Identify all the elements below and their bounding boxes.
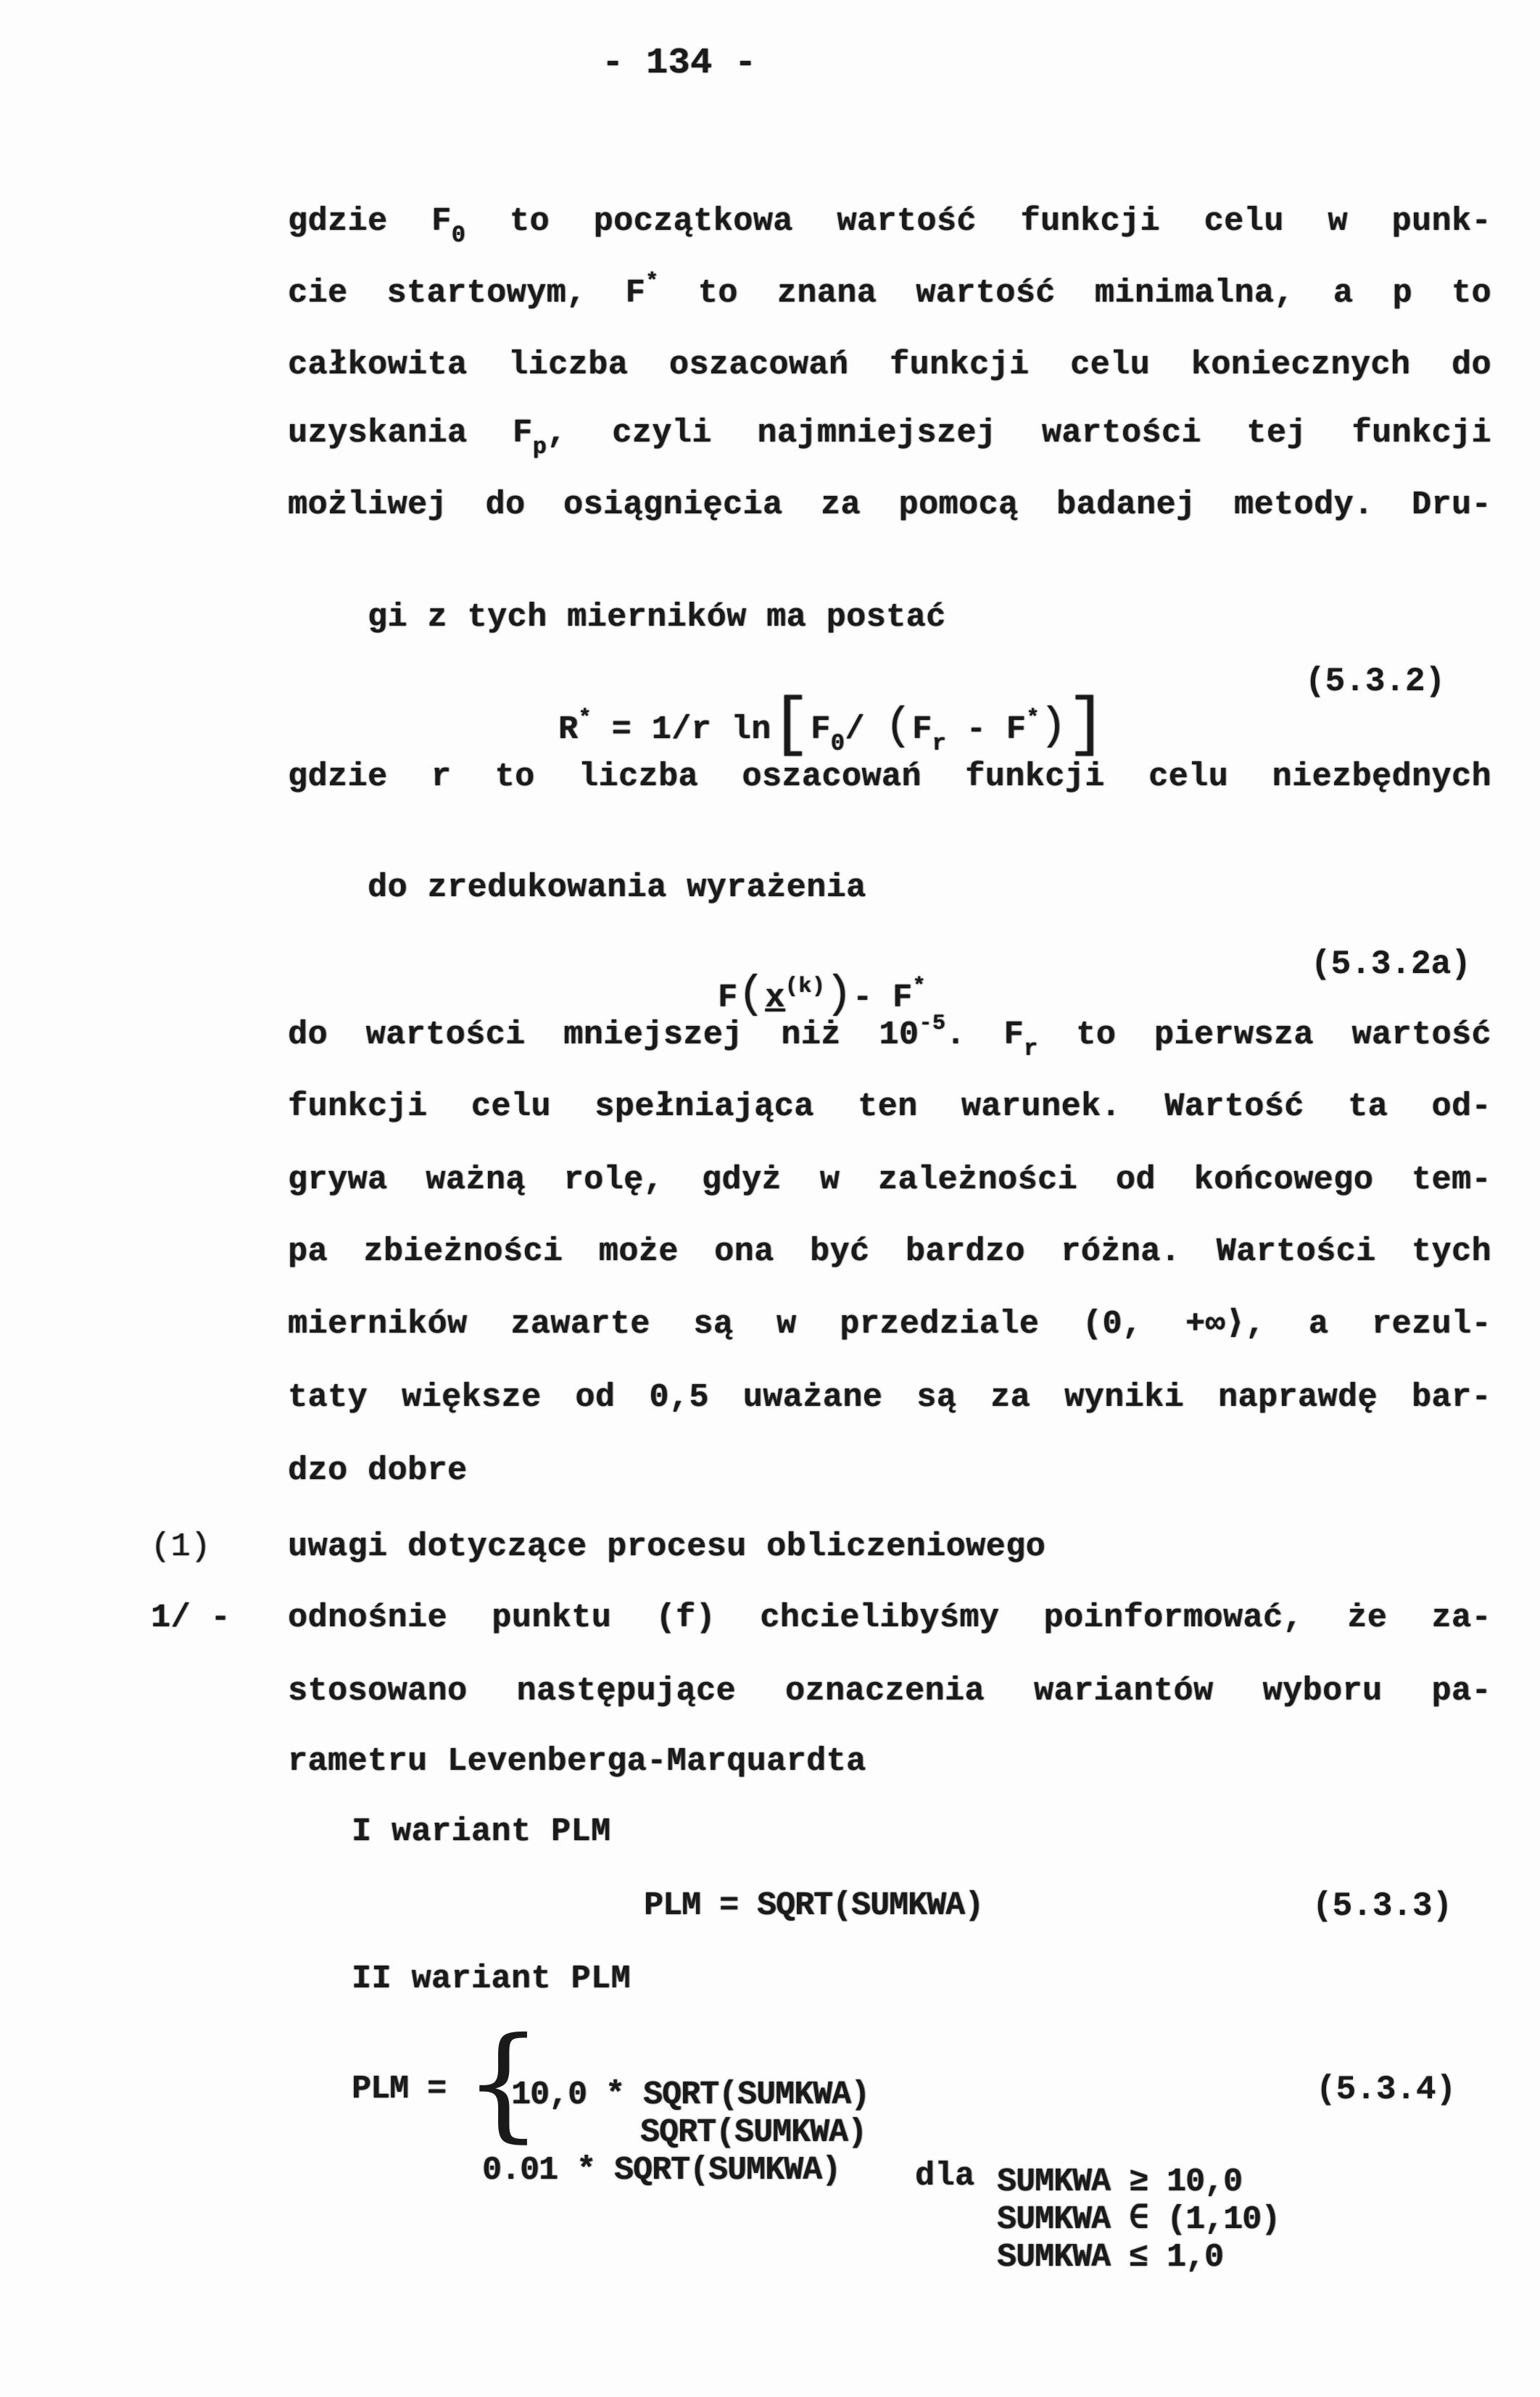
text-line: do wartości mniejszej niż $10^{-5}$. $F_r$ to pierwsza wartość xyxy=(288,1011,1492,1062)
text-line: możliwej do osiągnięcia za pomocą badanej metody. Dru- xyxy=(288,487,1491,523)
text-line: cie startowym, F* to znana wartość minimalna, a p to xyxy=(288,270,1492,312)
equation-body: $F(x^{(k)})-$ F* xyxy=(718,969,927,1020)
equation-5-3-3: PLM = SQRT(SUMKWA) xyxy=(644,1887,984,1924)
equation-number: (5.3.2) xyxy=(1305,663,1446,700)
text-line: stosowano następujące oznaczenia wariantów wyboru pa- xyxy=(288,1673,1491,1710)
variant-heading: II wariant PLM xyxy=(352,1961,632,1997)
text-line: uzyskania $F_p$, czyli najmniejszej wartości tej funkcji xyxy=(288,415,1491,460)
text-line: taty większe od 0,5 uważane są za wyniki naprawdę bar- xyxy=(288,1379,1491,1416)
text-line: gdzie r to liczba oszacowań funkcji celu niezbędnych xyxy=(288,758,1491,795)
text-line: dzo dobre xyxy=(288,1452,468,1489)
text-line: gdzie $F_0$ to początkowa wartość funkcji celu w punk- xyxy=(288,203,1491,249)
case-row: SQRT(SUMKWA) dla SUMKWA ∈ (1,10) xyxy=(640,2114,1280,2238)
section-marker: (1) xyxy=(151,1528,211,1565)
case-row: 0.01 * SQRT(SUMKWA) SUMKWA ≤ 1,0 xyxy=(482,2152,1224,2276)
variant-heading: I wariant PLM xyxy=(352,1813,611,1850)
section-title: uwagi dotyczące procesu obliczeniowego xyxy=(288,1528,1046,1565)
note-marker: 1/ - xyxy=(151,1599,231,1636)
text-line: do zredukowania wyrażenia xyxy=(368,869,866,906)
text-line: pa zbieżności może ona być bardzo różna. Wartości tych xyxy=(288,1233,1491,1270)
equation-number: (5.3.4) xyxy=(1316,2071,1457,2108)
text-line: mierników zawarte są w przedziale (0, +∞⟩, a rezul- xyxy=(288,1306,1491,1343)
equation-lhs: PLM = xyxy=(352,2071,447,2108)
text-line: funkcji celu spełniająca ten warunek. Wartość ta od- xyxy=(288,1088,1491,1125)
left-brace: { xyxy=(464,2011,543,2155)
equation-body: R* = 1/r $\ln[F_0/$ $(F_r - F^*)$] xyxy=(558,689,1107,763)
page-number: - 134 - xyxy=(602,43,757,84)
text-line: całkowita liczba oszacowań funkcji celu koniecznych do xyxy=(288,347,1491,384)
text-line: odnośnie punktu (f) chcielibyśmy poinformować, że za- xyxy=(288,1599,1491,1636)
text-line: rametru Levenberga-Marquardta xyxy=(288,1743,866,1780)
text-line: grywa ważną rolę, gdyż w zależności od końcowego tem- xyxy=(288,1162,1491,1198)
equation-number: (5.3.3) xyxy=(1312,1887,1453,1925)
text-line: gi z tych mierników ma postać xyxy=(368,599,946,636)
case-row: 10,0 * SQRT(SUMKWA) SUMKWA ≥ 10,0 xyxy=(511,2077,1243,2201)
equation-number: (5.3.2a) xyxy=(1311,945,1471,983)
